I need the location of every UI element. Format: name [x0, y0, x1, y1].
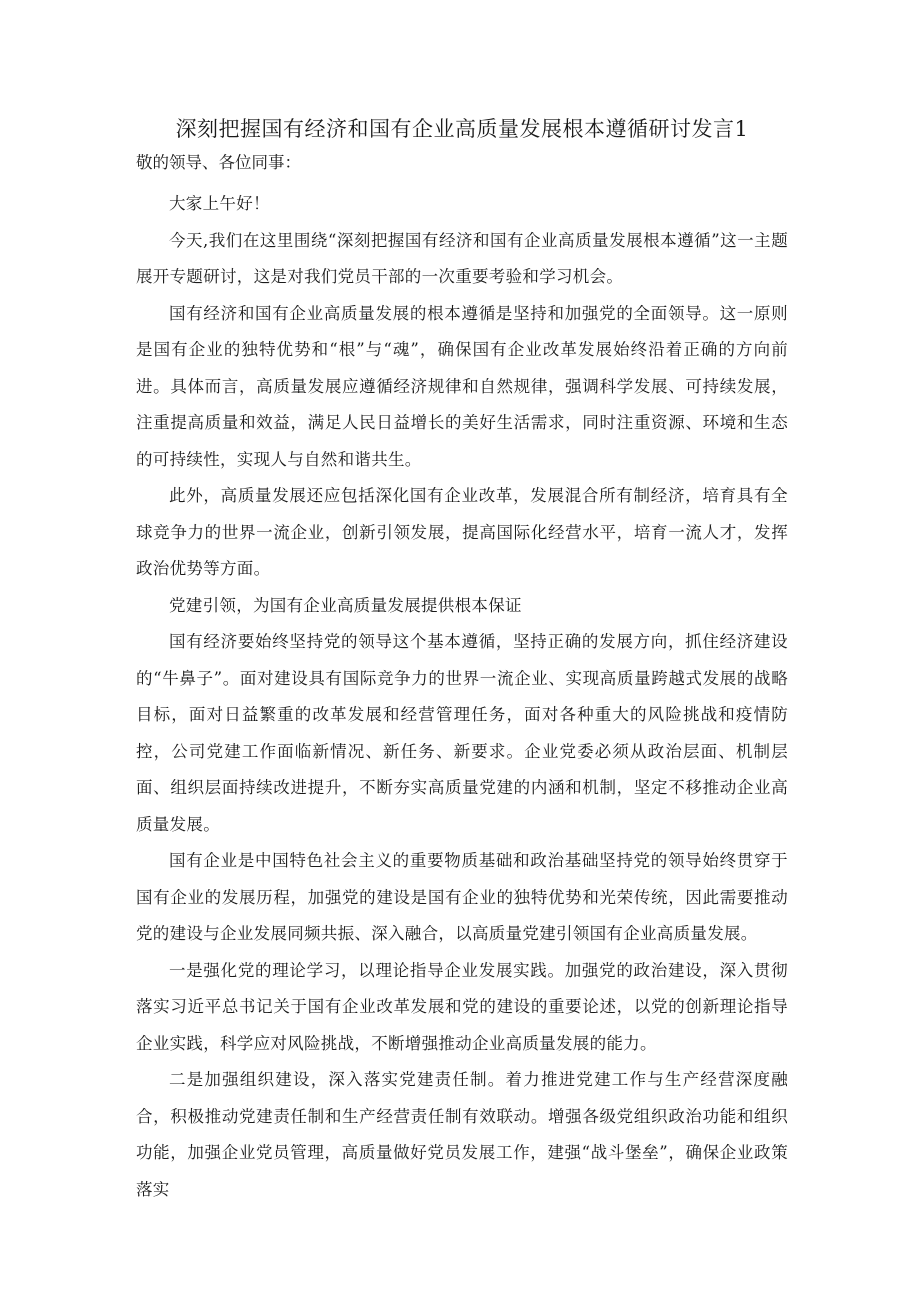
paragraph-intro: 今天,我们在这里围绕“深刻把握国有经济和国有企业高质量发展根本遵循”这一主题展开专题研讨，这是对我们党员干部的一次重要考验和学习机会。 — [136, 230, 788, 286]
document-title: 深刻把握国有经济和国有企业高质量发展根本遵循研讨发言1 — [175, 117, 749, 141]
paragraph-party-leadership: 国有经济要始终坚持党的领导这个基本遵循，坚持正确的发展方向，抓住经济建设的“牛鼻子”。面对建设具有国际竞争力的世界一流企业、实现高质量跨越式发展的战略目标，面对日益繁重的改革发展和经营管理任务，面对各种重大的风险挑战和疫情防控，公司党建工作面临新情况、新任务、新要求。企业党委必须从政治层面、机制层面、组织层面持续改进提升，不断夯实高质量党建的内涵和机制，坚定不移推动企业高质量发展。 — [136, 632, 788, 834]
paragraph-soe-foundation: 国有企业是中国特色社会主义的重要物质基础和政治基础坚持党的领导始终贯穿于国有企业的发展历程，加强党的建设是国有企业的独特优势和光荣传统，因此需要推动党的建设与企业发展同频共振、深入融合，以高质量党建引领国有企业高质量发展。 — [136, 851, 788, 943]
paragraph-point-one: 一是强化党的理论学习，以理论指导企业发展实践。加强党的政治建设，深入贯彻落实习近平总书记关于国有企业改革发展和党的建设的重要论述，以党的创新理论指导企业实践，科学应对风险挑战，不断增强推动企业高质量发展的能力。 — [136, 960, 788, 1053]
section-heading: 党建引领，为国有企业高质量发展提供根本保证 — [169, 595, 522, 615]
salutation: 敬的领导、各位同事： — [136, 153, 301, 172]
document-page — [136, 112, 788, 1208]
paragraph-greeting: 大家上午好！ — [169, 194, 270, 213]
paragraph-principle: 国有经济和国有企业高质量发展的根本遵循是坚持和加强党的全面领导。这一原则是国有企业的独特优势和“根”与“魂”，确保国有企业改革发展始终沿着正确的方向前进。具体而言，高质量发展应遵循经济规律和自然规律，强调科学发展、可持续发展，注重提高质量和效益，满足人民日益增长的美好生活需求，同时注重资源、环境和生态的可持续性，实现人与自然和谐共生。 — [136, 303, 788, 469]
paragraph-point-two: 二是加强组织建设，深入落实党建责任制。着力推进党建工作与生产经营深度融合，积极推动党建责任制和生产经营责任制有效联动。增强各级党组织政治功能和组织功能，加强企业党员管理，高质量做好党员发展工作，建强“战斗堡垒”，确保企业政策落实 — [136, 1070, 788, 1199]
paragraph-additional: 此外，高质量发展还应包括深化国有企业改革，发展混合所有制经济，培育具有全球竞争力的世界一流企业，创新引领发展，提高国际化经营水平，培育一流人才，发挥政治优势等方面。 — [136, 486, 788, 578]
